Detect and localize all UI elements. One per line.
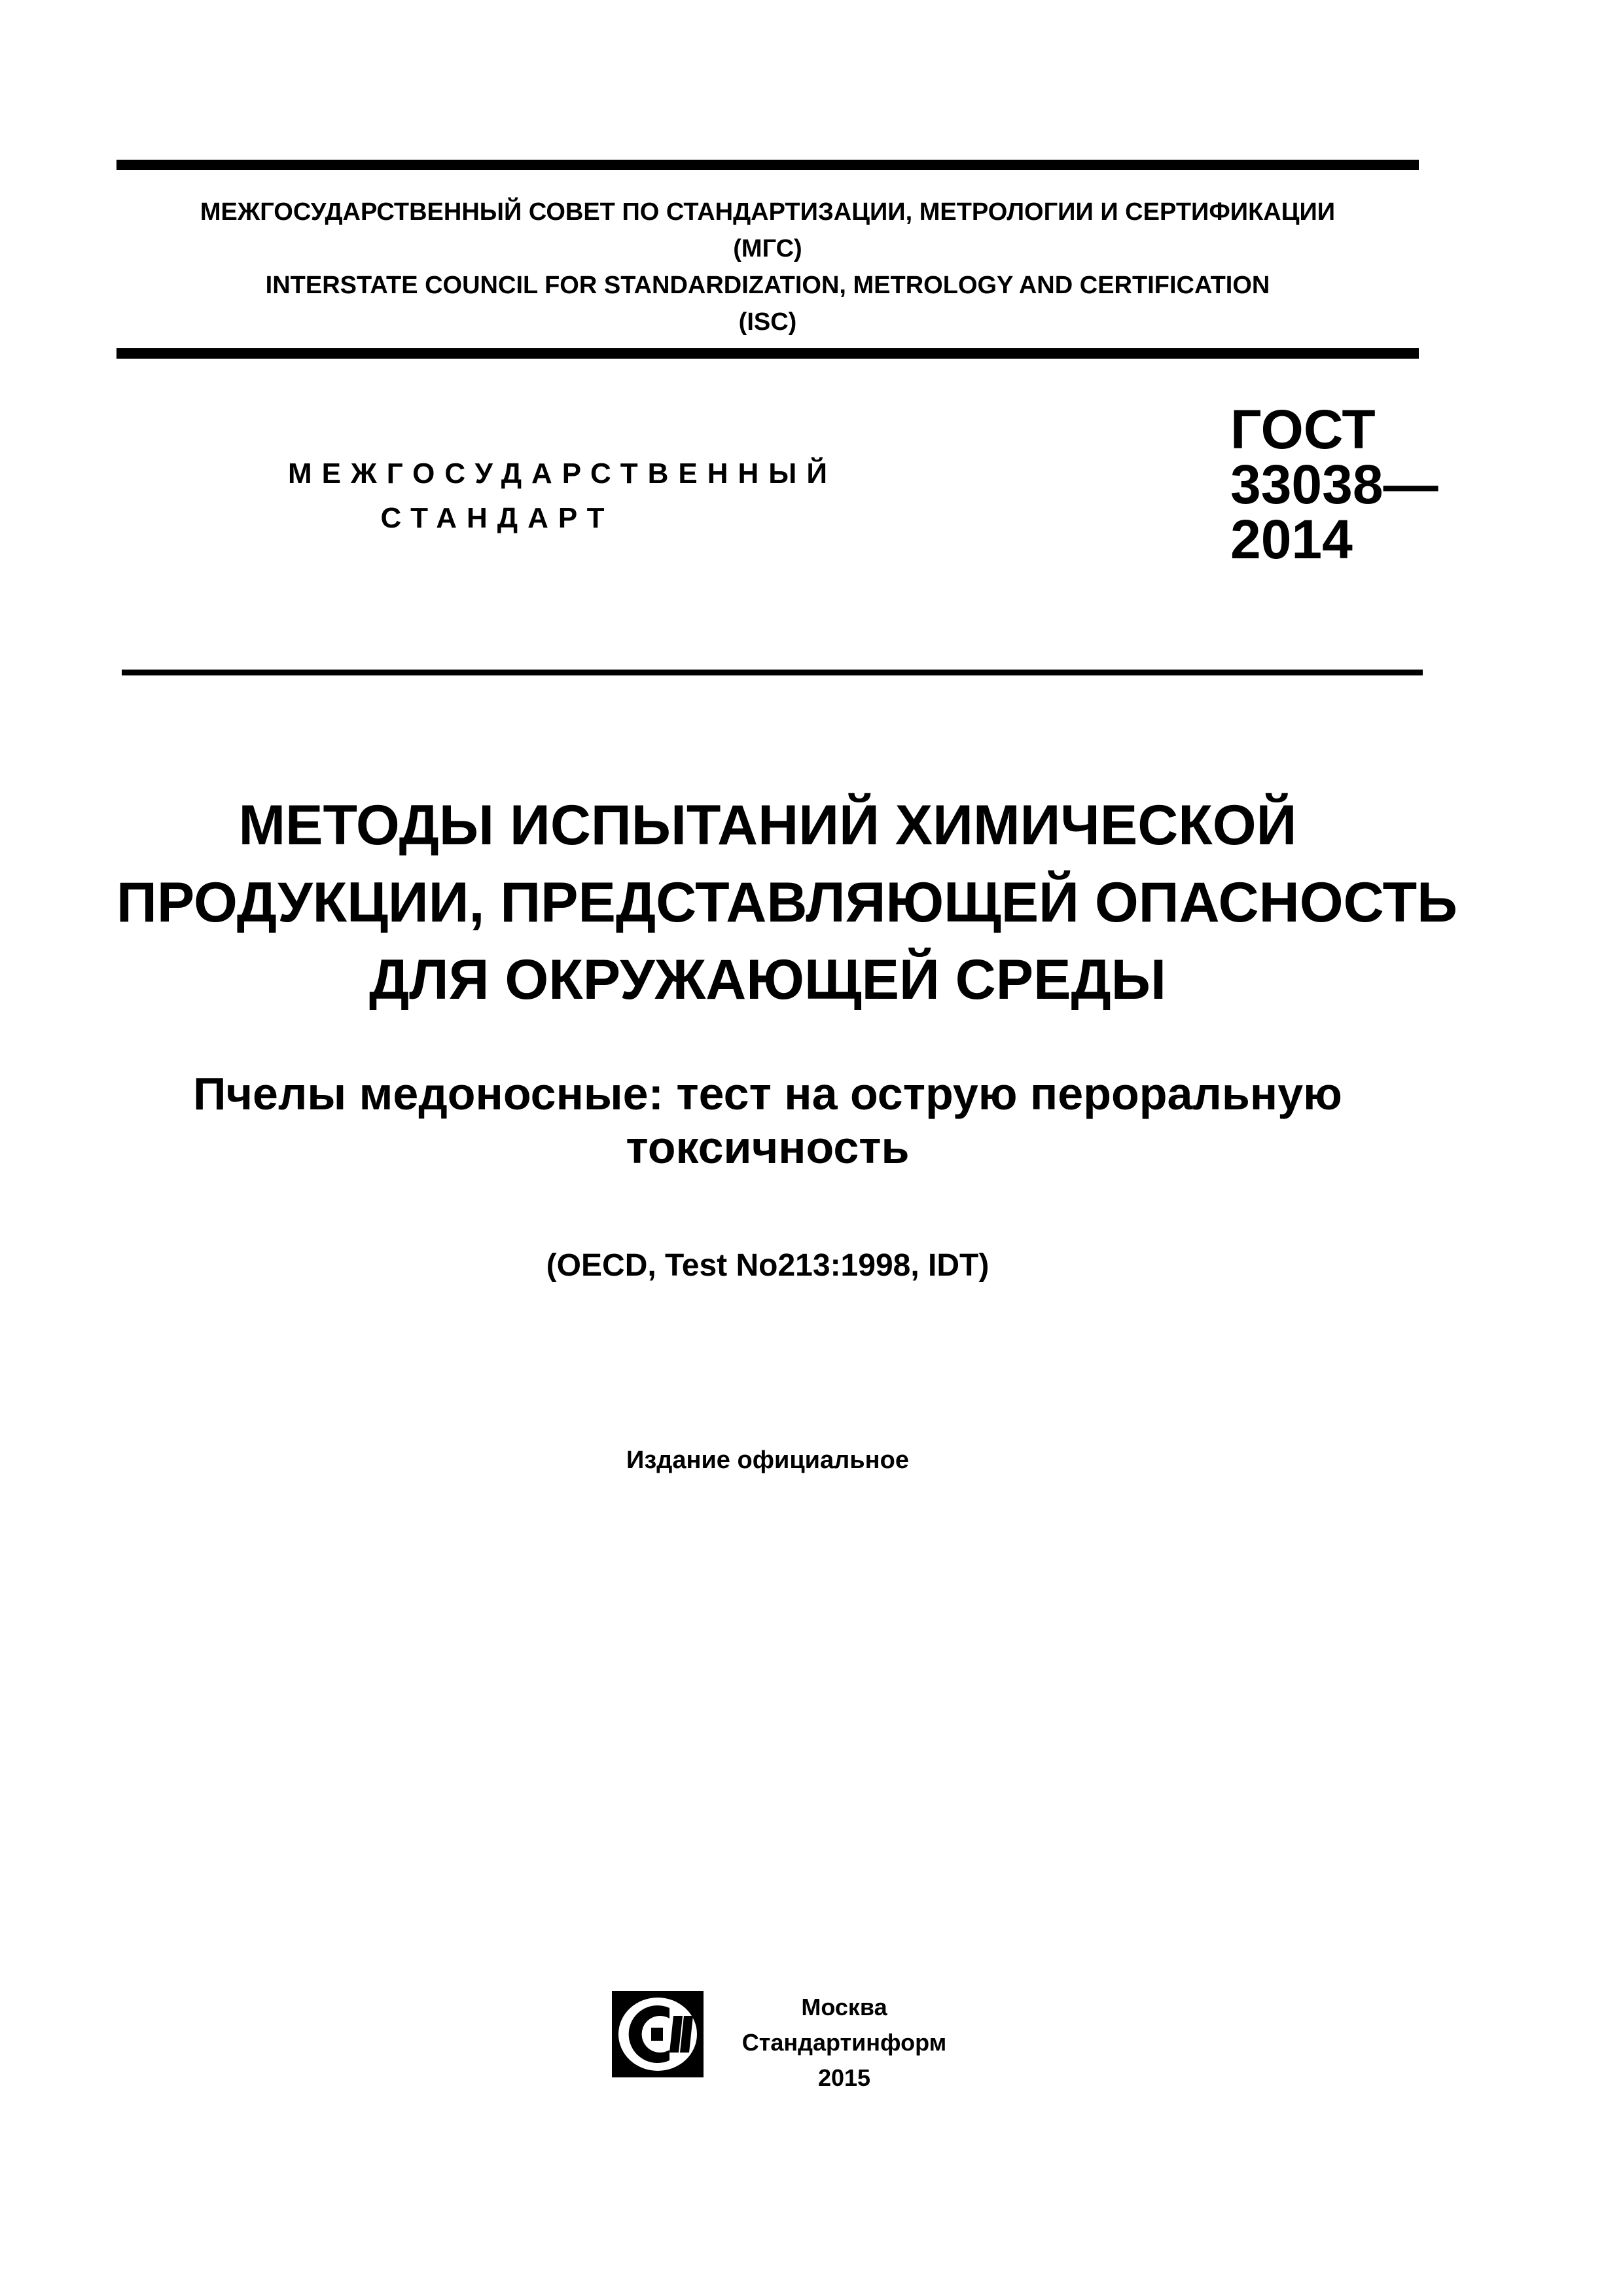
standard-type-line2: СТАНДАРТ (380, 502, 615, 534)
title-line3: ДЛЯ ОКРУЖАЮЩЕЙ СРЕДЫ (369, 948, 1166, 1011)
title-line2: ПРОДУКЦИИ, ПРЕДСТАВЛЯЮЩЕЙ ОПАСНОСТЬ (116, 871, 1457, 934)
standard-type (288, 452, 837, 541)
document-subtitle (116, 1067, 1419, 1174)
official-edition-label: Издание официальное (626, 1446, 909, 1474)
council-name-ru: МЕЖГОСУДАРСТВЕННЫЙ СОВЕТ ПО СТАНДАРТИЗАЦИИ, МЕТРОЛОГИИ И СЕРТИФИКАЦИИ (200, 198, 1336, 226)
publisher-block (707, 1990, 982, 2096)
designation-rule (122, 670, 1423, 675)
document-title (116, 787, 1457, 1018)
council-name-en: INTERSTATE COUNCIL FOR STANDARDIZATION, METROLOGY AND CERTIFICATION (265, 272, 1270, 299)
gost-number: 33038— (1230, 454, 1438, 515)
standard-type-line1: МЕЖГОСУДАРСТВЕННЫЙ (288, 457, 837, 490)
council-abbr-ru: (МГС) (733, 235, 802, 262)
standartinform-logo (605, 1982, 710, 2087)
gost-designation (1230, 399, 1438, 570)
subtitle-line2: токсичность (626, 1122, 910, 1173)
publisher-year: 2015 (817, 2064, 871, 2091)
council-abbr-en: (ISC) (738, 308, 797, 336)
gost-year: 2014 (1230, 509, 1353, 570)
title-line1: МЕТОДЫ ИСПЫТАНИЙ ХИМИЧЕСКОЙ (238, 794, 1297, 857)
council-header (116, 194, 1419, 340)
gost-label: ГОСТ (1230, 399, 1376, 460)
publisher-name: Стандартинформ (741, 2029, 947, 2056)
header-bottom-rule (116, 348, 1419, 359)
top-rule (116, 160, 1419, 170)
publisher-city: Москва (801, 1994, 887, 2020)
oecd-reference: (OECD, Test No213:1998, IDT) (546, 1248, 990, 1283)
subtitle-line1: Пчелы медоносные: тест на острую пероральную (193, 1068, 1342, 1119)
